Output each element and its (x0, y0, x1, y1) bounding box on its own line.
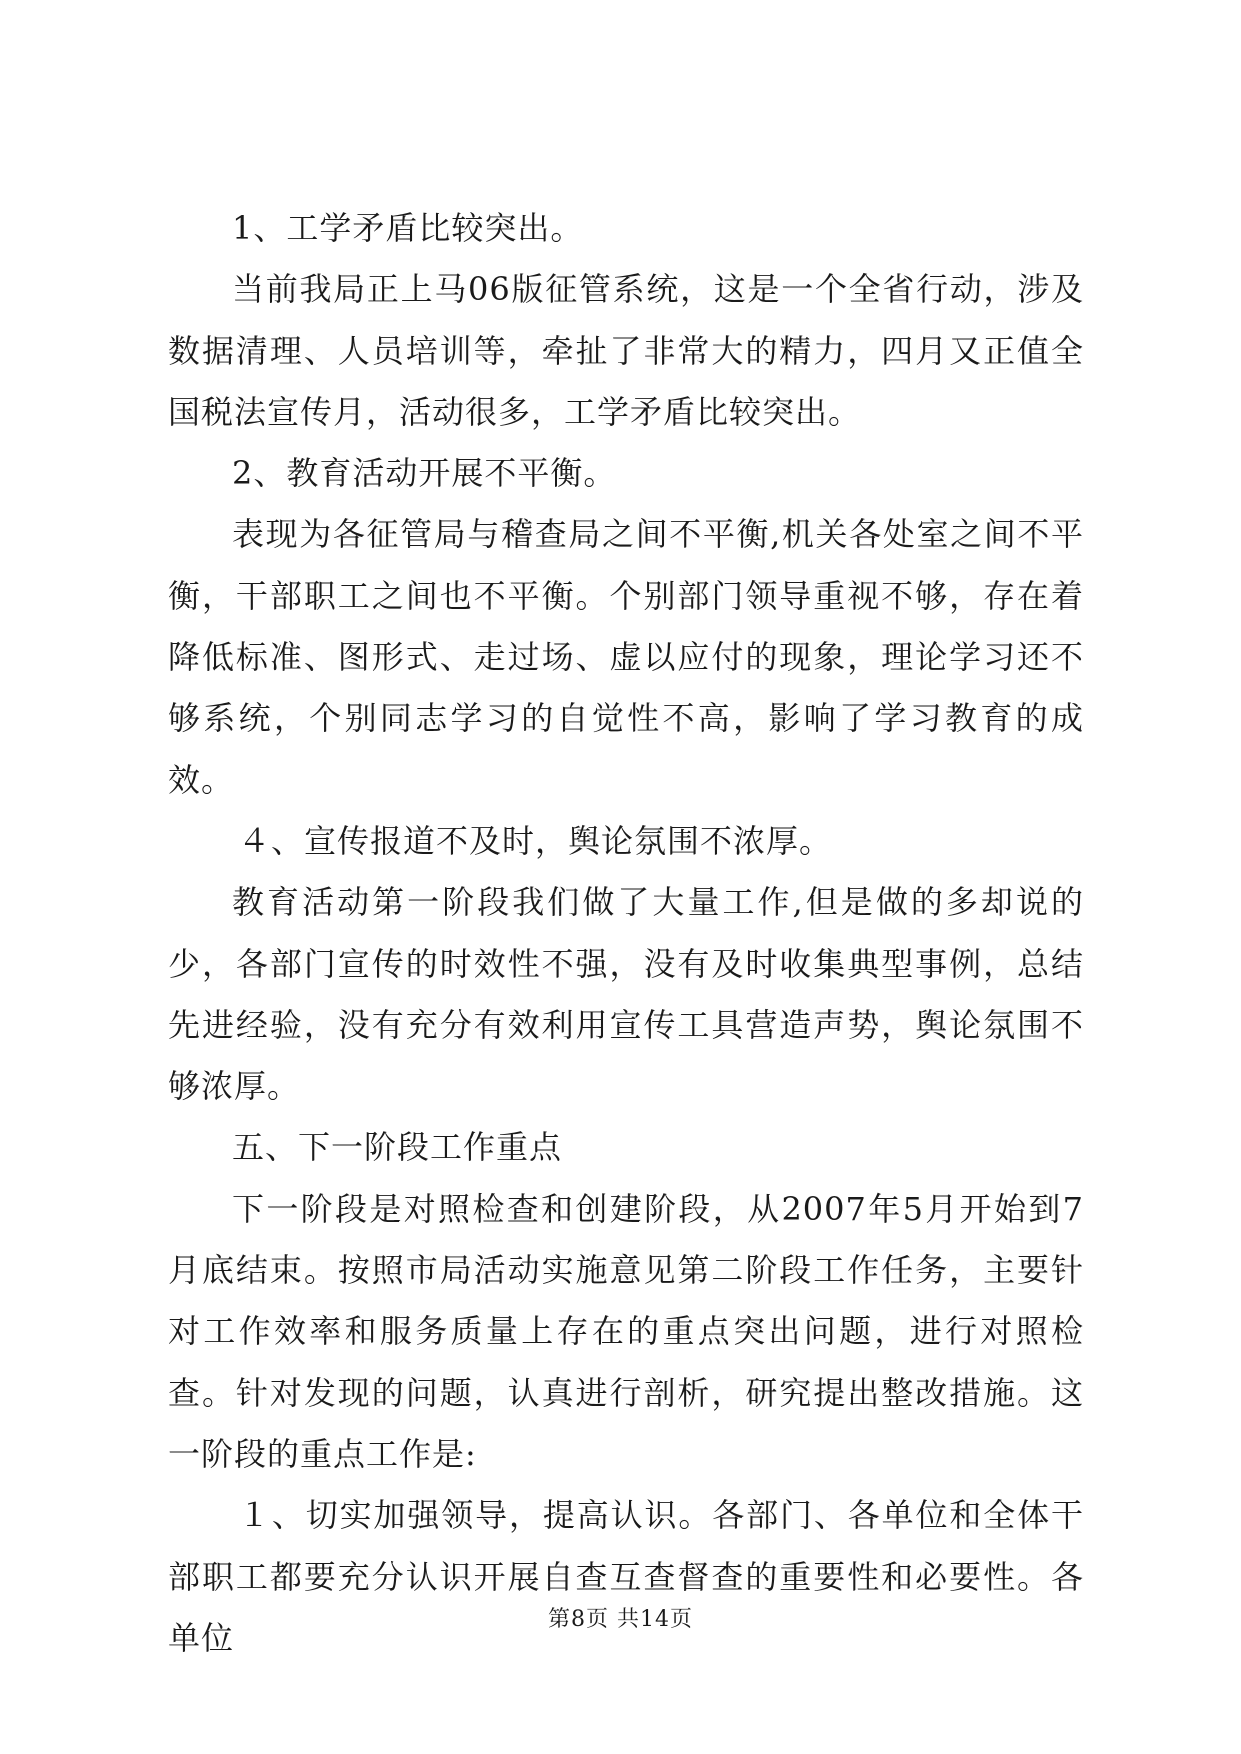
paragraph-work-study-conflict: 当前我局正上马06版征管系统，这是一个全省行动，涉及数据清理、人员培训等，牵扯了非常大的精力，四月又正值全国税法宣传月，活动很多，工学矛盾比较突出。 (168, 270, 1084, 431)
document-body (168, 198, 1084, 1669)
section-heading-publicity: ４、宣传报道不及时，舆论氛围不浓厚。 (238, 821, 833, 860)
paragraph-uneven-activities: 表现为各征管局与稽查局之间不平衡,机关各处室之间不平衡，干部职工之间也不平衡。个别部门领导重视不够，存在着降低标准、图形式、走过场、虚以应付的现象，理论学习还不够系统，个别同志学习的自觉性不高，影响了学习教育的成效。 (168, 515, 1084, 799)
section-heading-next-stage: 五、下一阶段工作重点 (232, 1128, 563, 1167)
paragraph-strengthen-leadership: １、切实加强领导，提高认识。各部门、各单位和全体干部职工都要充分认识开展自查互查督查的重要性和必要性。各单位 (168, 1496, 1084, 1657)
page-number-footer: 第8页 共14页 (548, 1607, 693, 1632)
section-heading-uneven-activities: 2、教育活动开展不平衡。 (232, 454, 617, 493)
paragraph-publicity: 教育活动第一阶段我们做了大量工作,但是做的多却说的少，各部门宣传的时效性不强，没有及时收集典型事例，总结先进经验，没有充分有效利用宣传工具营造声势，舆论氛围不够浓厚。 (168, 883, 1084, 1106)
section-heading-work-study-conflict: 1、工学矛盾比较突出。 (232, 209, 584, 247)
paragraph-next-stage: 下一阶段是对照检查和创建阶段，从2007年5月开始到7月底结束。按照市局活动实施意见第二阶段工作任务，主要针对工作效率和服务质量上存在的重点突出问题，进行对照检查。针对发现的问题，认真进行剖析，研究提出整改措施。这一阶段的重点工作是: (168, 1189, 1084, 1473)
